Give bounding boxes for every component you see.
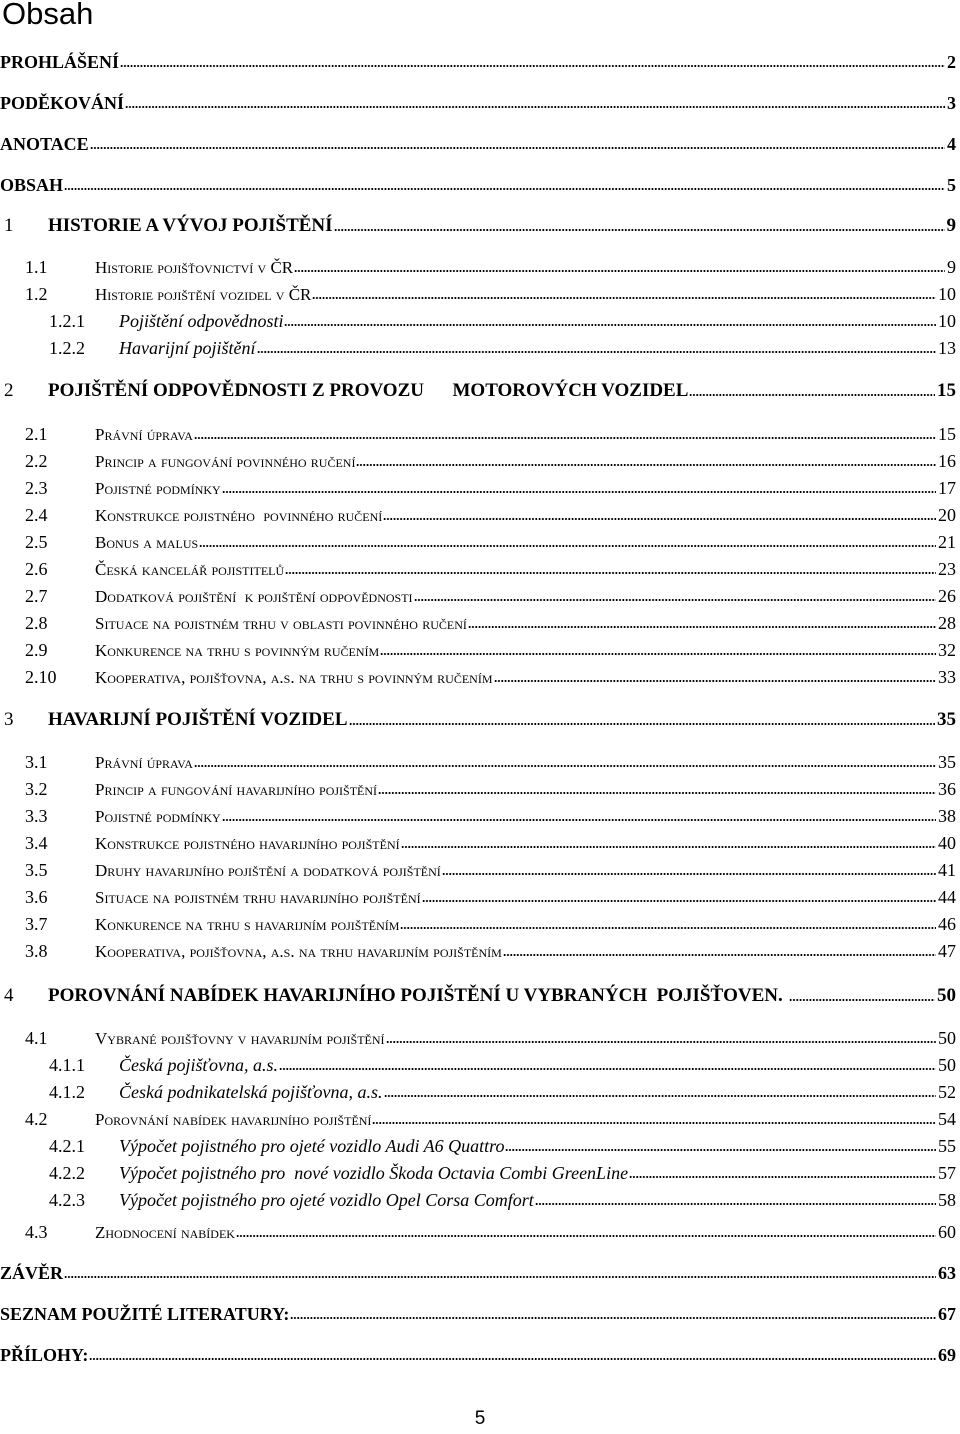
toc-entry-number: 2 (4, 380, 14, 401)
dot-leader (257, 350, 937, 354)
dot-leader (290, 1316, 936, 1320)
toc-entry-number: 2.7 (25, 586, 48, 606)
page-number: 5 (474, 1408, 486, 1429)
toc-entry-page: 10 (938, 311, 956, 331)
toc-entry-title: Druhy havarijního pojištění a dodatková pojištění (95, 861, 441, 880)
toc-entry-title: Havarijní pojištění (119, 338, 256, 358)
toc-entry-page: 38 (938, 806, 956, 826)
dot-leader (334, 228, 945, 232)
dot-leader (789, 998, 935, 1002)
toc-entry-number: 3.8 (25, 941, 48, 961)
dot-leader (284, 323, 936, 327)
dot-leader (401, 845, 936, 849)
toc-entry-number: 1.2 (25, 284, 48, 304)
toc-entry-number: 3.6 (25, 887, 48, 907)
toc-entry-page: 35 (938, 752, 956, 772)
toc-entry-page: 13 (938, 338, 956, 358)
dot-leader (279, 1067, 936, 1071)
toc-entry-number: 2.1 (25, 424, 48, 444)
toc-entry[interactable] (0, 51, 958, 73)
dot-leader (468, 625, 936, 629)
dot-leader (442, 872, 936, 876)
toc-entry[interactable] (0, 310, 958, 332)
toc-entry-title: Vybrané pojišťovny v havarijním pojištění (95, 1029, 385, 1048)
toc-entry-title: Princip a fungování povinného ručení (95, 452, 356, 471)
toc-entry-number: 3.1 (25, 752, 48, 772)
toc-entry-title: Právní úprava (95, 425, 193, 444)
toc-entry-number: 3.2 (25, 779, 48, 799)
toc-entry-title: PŘÍLOHY: (0, 1345, 89, 1365)
toc-entry[interactable] (0, 92, 958, 114)
dot-leader (120, 64, 945, 68)
toc-entry-title: HAVARIJNÍ POJIŠTĚNÍ VOZIDEL (48, 709, 348, 730)
toc-entry[interactable] (0, 215, 958, 237)
dot-leader (689, 393, 935, 397)
dot-leader (400, 926, 936, 930)
toc-entry-title: Pojistné podmínky (95, 479, 221, 498)
dot-leader (199, 544, 936, 548)
toc-entry[interactable] (0, 886, 958, 908)
toc-entry-number: 3.7 (25, 914, 48, 934)
toc-entry[interactable] (0, 256, 958, 278)
dot-leader (285, 571, 936, 575)
toc-entry-number: 4.2.3 (49, 1190, 85, 1210)
toc-entry-page: 40 (938, 833, 956, 853)
toc-entry-number: 3.3 (25, 806, 48, 826)
dot-leader (125, 105, 945, 109)
toc-entry[interactable] (0, 1162, 958, 1184)
toc-entry-number: 2.8 (25, 613, 48, 633)
dot-leader (535, 1202, 936, 1206)
toc-entry-page: 32 (938, 640, 956, 660)
toc-entry-title: Právní úprava (95, 753, 193, 772)
toc-entry-title: OBSAH (0, 175, 64, 195)
toc-entry-title: ZÁVĚR (0, 1263, 64, 1283)
toc-entry-number: 4.2.1 (49, 1136, 85, 1156)
toc-entry[interactable] (0, 1081, 958, 1103)
toc-entry[interactable] (0, 1262, 958, 1284)
toc-entry-page: 26 (938, 586, 956, 606)
dot-leader (378, 791, 936, 795)
toc-entry-number: 4.1 (25, 1028, 48, 1048)
toc-entry-title: Situace na pojistném trhu v oblasti povinného ručení (95, 614, 467, 633)
dot-leader (503, 953, 936, 957)
toc-entry-page: 28 (938, 613, 956, 633)
toc-entry[interactable] (0, 1303, 958, 1325)
toc-entry-number: 4.1.1 (49, 1055, 85, 1075)
toc-entry-page: 10 (938, 284, 956, 304)
dot-leader (386, 1040, 936, 1044)
toc-entry-page: 15 (938, 424, 956, 444)
toc-entry-number: 4.2 (25, 1109, 48, 1129)
toc-entry[interactable] (0, 1108, 958, 1130)
dot-leader (312, 296, 936, 300)
dot-leader (222, 490, 936, 494)
toc-entry-page: 54 (938, 1109, 956, 1129)
dot-leader (194, 436, 936, 440)
toc-entry-number: 2.3 (25, 478, 48, 498)
toc-entry[interactable] (0, 612, 958, 634)
toc-entry-page: 3 (947, 93, 956, 113)
toc-entry-page: 9 (947, 257, 956, 277)
toc-entry[interactable] (0, 639, 958, 661)
toc-entry[interactable] (0, 531, 958, 553)
toc-entry[interactable] (0, 380, 958, 402)
toc-entry[interactable] (0, 666, 958, 688)
toc-entry-number: 3 (4, 709, 14, 730)
toc-entry[interactable] (0, 1027, 958, 1049)
toc-entry-number: 1 (4, 215, 14, 236)
toc-entry-title: Česká kancelář pojistitelů (95, 560, 285, 579)
toc-entry-page: 41 (938, 860, 956, 880)
toc-entry[interactable] (0, 832, 958, 854)
toc-entry-page: 4 (947, 134, 956, 154)
toc-entry-number: 2.5 (25, 532, 48, 552)
toc-entry-page: 57 (938, 1163, 956, 1183)
toc-entry-number: 4.2.2 (49, 1163, 85, 1183)
toc-entry[interactable] (0, 1189, 958, 1211)
toc-entry-page: 50 (937, 985, 956, 1006)
toc-entry-title: PROHLÁŠENÍ (0, 52, 120, 72)
dot-leader (64, 187, 945, 191)
toc-entry-number: 4.3 (25, 1222, 48, 1242)
dot-leader (90, 146, 945, 150)
dot-leader (505, 1148, 936, 1152)
toc-entry-number: 2.9 (25, 640, 48, 660)
toc-entry-page: 50 (938, 1028, 956, 1048)
toc-entry-title: ANOTACE (0, 134, 89, 154)
toc-entry-title: Princip a fungování havarijního pojištění (95, 780, 378, 799)
toc-entry-title: Porovnání nabídek havarijního pojištění (95, 1110, 372, 1129)
toc-entry-page: 23 (938, 559, 956, 579)
dot-leader (383, 517, 936, 521)
toc-entry-number: 4.1.2 (49, 1082, 85, 1102)
toc-entry-title: Konkurence na trhu s havarijním pojištěním (95, 915, 400, 934)
toc-entry-title: Konstrukce pojistného havarijního pojištění (95, 834, 400, 853)
toc-entry-number: 1.2.1 (49, 311, 85, 331)
toc-entry[interactable] (0, 558, 958, 580)
toc-entry[interactable] (0, 337, 958, 359)
toc-entry[interactable] (0, 283, 958, 305)
toc-entry-page: 50 (938, 1055, 956, 1075)
toc-entry[interactable] (0, 913, 958, 935)
toc-entry-page: 69 (938, 1345, 956, 1365)
dot-leader (222, 818, 936, 822)
toc-entry[interactable] (0, 1135, 958, 1157)
toc-entry-title: Výpočet pojistného pro nové vozidlo Škoda Octavia Combi GreenLine (119, 1163, 629, 1183)
dot-leader (384, 1094, 936, 1098)
dot-leader (629, 1175, 936, 1179)
dot-leader (372, 1121, 936, 1125)
toc-entry[interactable] (0, 805, 958, 827)
toc-entry-title: Bonus a malus (95, 533, 199, 552)
toc-entry-page: 33 (938, 667, 956, 687)
toc-entry-number: 2.10 (25, 667, 57, 687)
dot-leader (494, 679, 936, 683)
dot-leader (89, 1357, 936, 1361)
toc-entry-page: 47 (938, 941, 956, 961)
toc-entry-number: 2.6 (25, 559, 48, 579)
toc-entry-page: 36 (938, 779, 956, 799)
toc-entry-page: 17 (938, 478, 956, 498)
toc-entry-page: 16 (938, 451, 956, 471)
toc-entry-page: 60 (938, 1222, 956, 1242)
dot-leader (349, 722, 936, 726)
toc-entry-number: 2.4 (25, 505, 48, 525)
toc-entry-title: Pojištění odpovědnosti (119, 311, 284, 331)
toc-entry-title: Zhodnocení nabídek (95, 1223, 235, 1242)
toc-entry[interactable] (0, 174, 958, 196)
toc-entry[interactable] (0, 985, 958, 1007)
dot-leader (64, 1275, 936, 1279)
toc-entry-title: Situace na pojistném trhu havarijního pojištění (95, 888, 421, 907)
toc-entry-title: Výpočet pojistného pro ojeté vozidlo Opel Corsa Comfort (119, 1190, 534, 1210)
toc-entry[interactable] (0, 1221, 958, 1243)
toc-entry-number: 3.5 (25, 860, 48, 880)
toc-entry-page: 46 (938, 914, 956, 934)
toc-entry-title: SEZNAM POUŽITÉ LITERATURY: (0, 1304, 290, 1324)
toc-entry-title: Česká pojišťovna, a.s. (119, 1055, 279, 1075)
toc-entry-page: 35 (937, 709, 956, 730)
dot-leader (294, 269, 945, 273)
toc-entry-page: 55 (938, 1136, 956, 1156)
toc-entry-title: POJIŠTĚNÍ ODPOVĚDNOSTI Z PROVOZU MOTOROVÝCH VOZIDEL (48, 380, 689, 401)
dot-leader (414, 598, 936, 602)
toc-entry[interactable] (0, 709, 958, 731)
toc-entry[interactable] (0, 133, 958, 155)
toc-entry-title: HISTORIE A VÝVOJ POJIŠTĚNÍ (48, 215, 333, 236)
toc-entry[interactable] (0, 778, 958, 800)
toc-entry-title: Kooperativa, pojišťovna, a.s. na trhu havarijním pojištěním (95, 942, 502, 961)
toc-entry-page: 67 (938, 1304, 956, 1324)
toc-entry[interactable] (0, 1054, 958, 1076)
toc-entry-number: 4 (4, 985, 14, 1006)
toc-entry-title: Historie pojištění vozidel v ČR (95, 285, 312, 304)
page-title: Obsah (2, 0, 94, 31)
toc-entry-page: 2 (947, 52, 956, 72)
toc-entry[interactable] (0, 423, 958, 445)
dot-leader (380, 652, 936, 656)
toc-entry[interactable] (0, 504, 958, 526)
toc-entry-page: 44 (938, 887, 956, 907)
toc-entry-title: Konkurence na trhu s povinným ručením (95, 641, 380, 660)
toc-entry-title: Kooperativa, pojišťovna, a.s. na trhu s povinným ručením (95, 668, 493, 687)
toc-entry-title: PODĚKOVÁNÍ (0, 93, 125, 113)
toc-entry[interactable] (0, 940, 958, 962)
toc-entry-number: 3.4 (25, 833, 48, 853)
toc-entry-page: 20 (938, 505, 956, 525)
toc-entry[interactable] (0, 859, 958, 881)
dot-leader (356, 463, 936, 467)
toc-entry[interactable] (0, 450, 958, 472)
toc-entry[interactable] (0, 477, 958, 499)
toc-entry[interactable] (0, 1344, 958, 1366)
toc-entry-title: POROVNÁNÍ NABÍDEK HAVARIJNÍHO POJIŠTĚNÍ U VYBRANÝCH POJIŠŤOVEN. (48, 985, 788, 1006)
toc-entry-number: 1.1 (25, 257, 48, 277)
toc-entry-page: 21 (938, 532, 956, 552)
toc-entry[interactable] (0, 585, 958, 607)
toc-entry-title: Výpočet pojistného pro ojeté vozidlo Audi A6 Quattro (119, 1136, 505, 1156)
toc-entry-page: 9 (946, 215, 956, 236)
toc-entry-title: Historie pojišťovnictví v ČR (95, 258, 294, 277)
toc-entry[interactable] (0, 751, 958, 773)
toc-entry-page: 15 (937, 380, 956, 401)
toc-entry-number: 2.2 (25, 451, 48, 471)
toc-entry-page: 63 (938, 1263, 956, 1283)
dot-leader (236, 1234, 936, 1238)
toc-entry-page: 52 (938, 1082, 956, 1102)
toc-entry-page: 58 (938, 1190, 956, 1210)
toc-entry-title: Pojistné podmínky (95, 807, 221, 826)
toc-entry-title: Dodatková pojištění k pojištění odpovědnosti (95, 587, 413, 606)
toc-entry-page: 5 (947, 175, 956, 195)
toc-entry-title: Konstrukce pojistného povinného ručení (95, 506, 383, 525)
toc-entry-title: Česká podnikatelská pojišťovna, a.s. (119, 1082, 383, 1102)
dot-leader (194, 764, 936, 768)
toc-entry-number: 1.2.2 (49, 338, 85, 358)
dot-leader (422, 899, 936, 903)
